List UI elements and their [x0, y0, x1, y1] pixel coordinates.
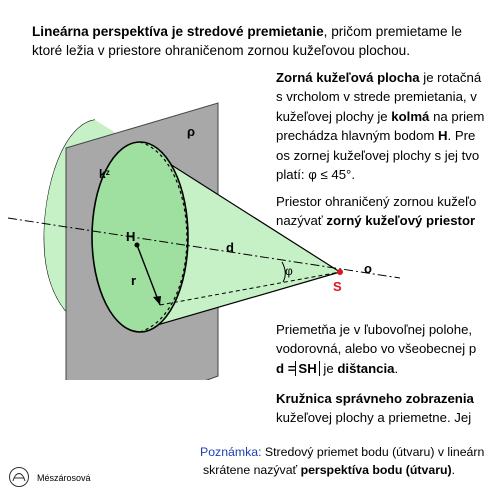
paragraph-plane: Priemetňa je v ľubovoľnej polohe, vodorovná, alebo vo všeobecnej p d = SH je dištancia. [276, 322, 477, 376]
label-d: d [226, 240, 234, 255]
author-logo-icon [8, 466, 30, 488]
label-r: r [131, 273, 137, 288]
author-name: Mészárosová [37, 473, 91, 483]
paragraph-cone-surface: Zorná kužeľová plocha je rotačná s vrcholom v strede premietania, v kužeľovej plochy je kolmá na priem prechádza hlavným bodom H. Pre os zornej kužeľovej plochy s jej tvo platí: φ ≤ 45°. [276, 70, 485, 183]
label-kz: kᶻ [99, 167, 111, 181]
intro-text: Lineárna perspektíva je stredové premietanie, pričom premietame le ktoré ležia v priestore ohraničenom zornou kužeľovou plochou. [32, 22, 500, 60]
note: Poznámka: Stredový priemet bodu (útvaru) v lineárn skrátene nazývať perspektíva bodu (útvaru). [200, 445, 485, 477]
intro-line2: ktoré ležia v priestore ohraničenom zornou kužeľovou plochou. [32, 43, 411, 58]
point-S [337, 269, 343, 275]
note-label: Poznámka: [200, 445, 262, 459]
paragraph-circle: Kružnica správneho zobrazenia kužeľovej plochy a priemetne. Jej [276, 391, 474, 426]
label-rho: ρ [187, 124, 196, 139]
label-H: H [126, 229, 136, 244]
label-phi: φ [285, 264, 293, 278]
intro-bold: Lineárna perspektíva je stredové premietanie [32, 24, 324, 39]
paragraph-cone-space: Priestor ohraničený zornou kužeľo nazývať zorný kužeľový priestor [276, 194, 477, 229]
label-S: S [333, 279, 342, 294]
label-o: o [364, 261, 372, 276]
